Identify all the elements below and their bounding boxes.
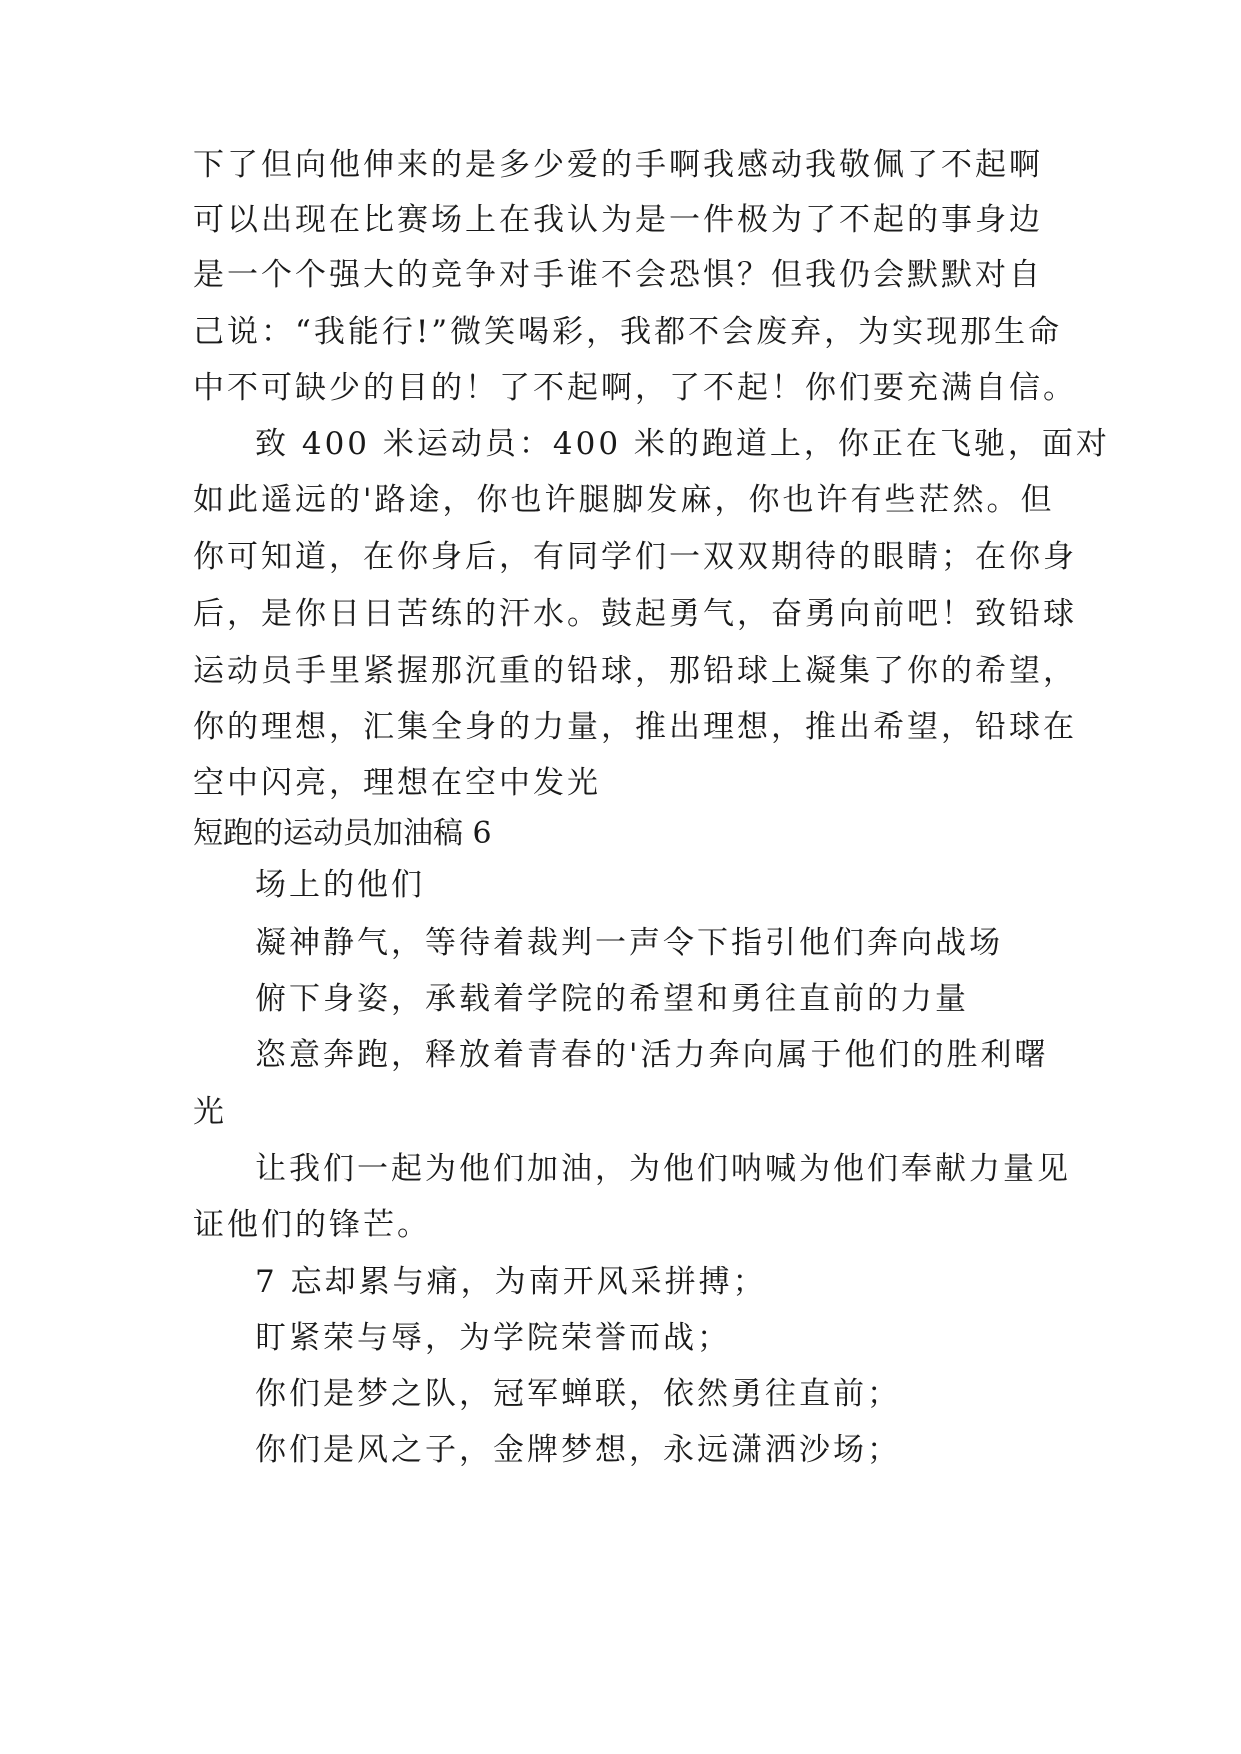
paragraph-line: 你的理想，汇集全身的力量，推出理想，推出希望，铅球在: [193, 709, 1077, 745]
paragraph-line: 你可知道，在你身后，有同学们一双双期待的眼睛；在你身: [193, 539, 1077, 575]
paragraph-line: 证他们的锋芒。: [193, 1207, 431, 1243]
paragraph-line: 你们是梦之队，冠军蝉联，依然勇往直前；: [255, 1376, 901, 1412]
paragraph-line: 空中闪亮，理想在空中发光: [193, 765, 601, 801]
paragraph-line: 场上的他们: [255, 867, 425, 903]
paragraph-line: 后，是你日日苦练的汗水。鼓起勇气，奋勇向前吧！致铅球: [193, 596, 1077, 632]
paragraph-line: 7 忘却累与痛，为南开风采拼搏；: [255, 1264, 767, 1300]
paragraph-line: 是一个个强大的竞争对手谁不会恐惧？但我仍会默默对自: [193, 257, 1043, 293]
paragraph-line: 致 400 米运动员：400 米的跑道上，你正在飞驰，面对: [255, 426, 1110, 462]
paragraph-line: 光: [193, 1094, 227, 1130]
paragraph-line: 可以出现在比赛场上在我认为是一件极为了不起的事身边: [193, 202, 1043, 238]
paragraph-line: 盯紧荣与辱，为学院荣誉而战；: [255, 1320, 731, 1356]
section-heading: 短跑的运动员加油稿 6: [193, 816, 492, 851]
paragraph-line: 下了但向他伸来的是多少爱的手啊我感动我敬佩了不起啊: [193, 147, 1043, 183]
paragraph-line: 运动员手里紧握那沉重的铅球，那铅球上凝集了你的希望，: [193, 653, 1077, 689]
paragraph-line: 让我们一起为他们加油，为他们呐喊为他们奉献力量见: [255, 1151, 1071, 1187]
paragraph-line: 凝神静气，等待着裁判一声令下指引他们奔向战场: [255, 925, 1003, 961]
paragraph-line: 如此遥远的'路途，你也许腿脚发麻，你也许有些茫然。但: [193, 482, 1055, 518]
paragraph-line: 己说：“我能行!”微笑喝彩，我都不会废弃，为实现那生命: [193, 314, 1063, 350]
paragraph-line: 俯下身姿，承载着学院的希望和勇往直前的力量: [255, 981, 969, 1017]
paragraph-line: 你们是风之子，金牌梦想，永远潇洒沙场；: [255, 1432, 901, 1468]
paragraph-line: 中不可缺少的目的！了不起啊，了不起！你们要充满自信。: [193, 370, 1077, 406]
paragraph-line: 恣意奔跑，释放着青春的'活力奔向属于他们的胜利曙: [255, 1037, 1049, 1073]
